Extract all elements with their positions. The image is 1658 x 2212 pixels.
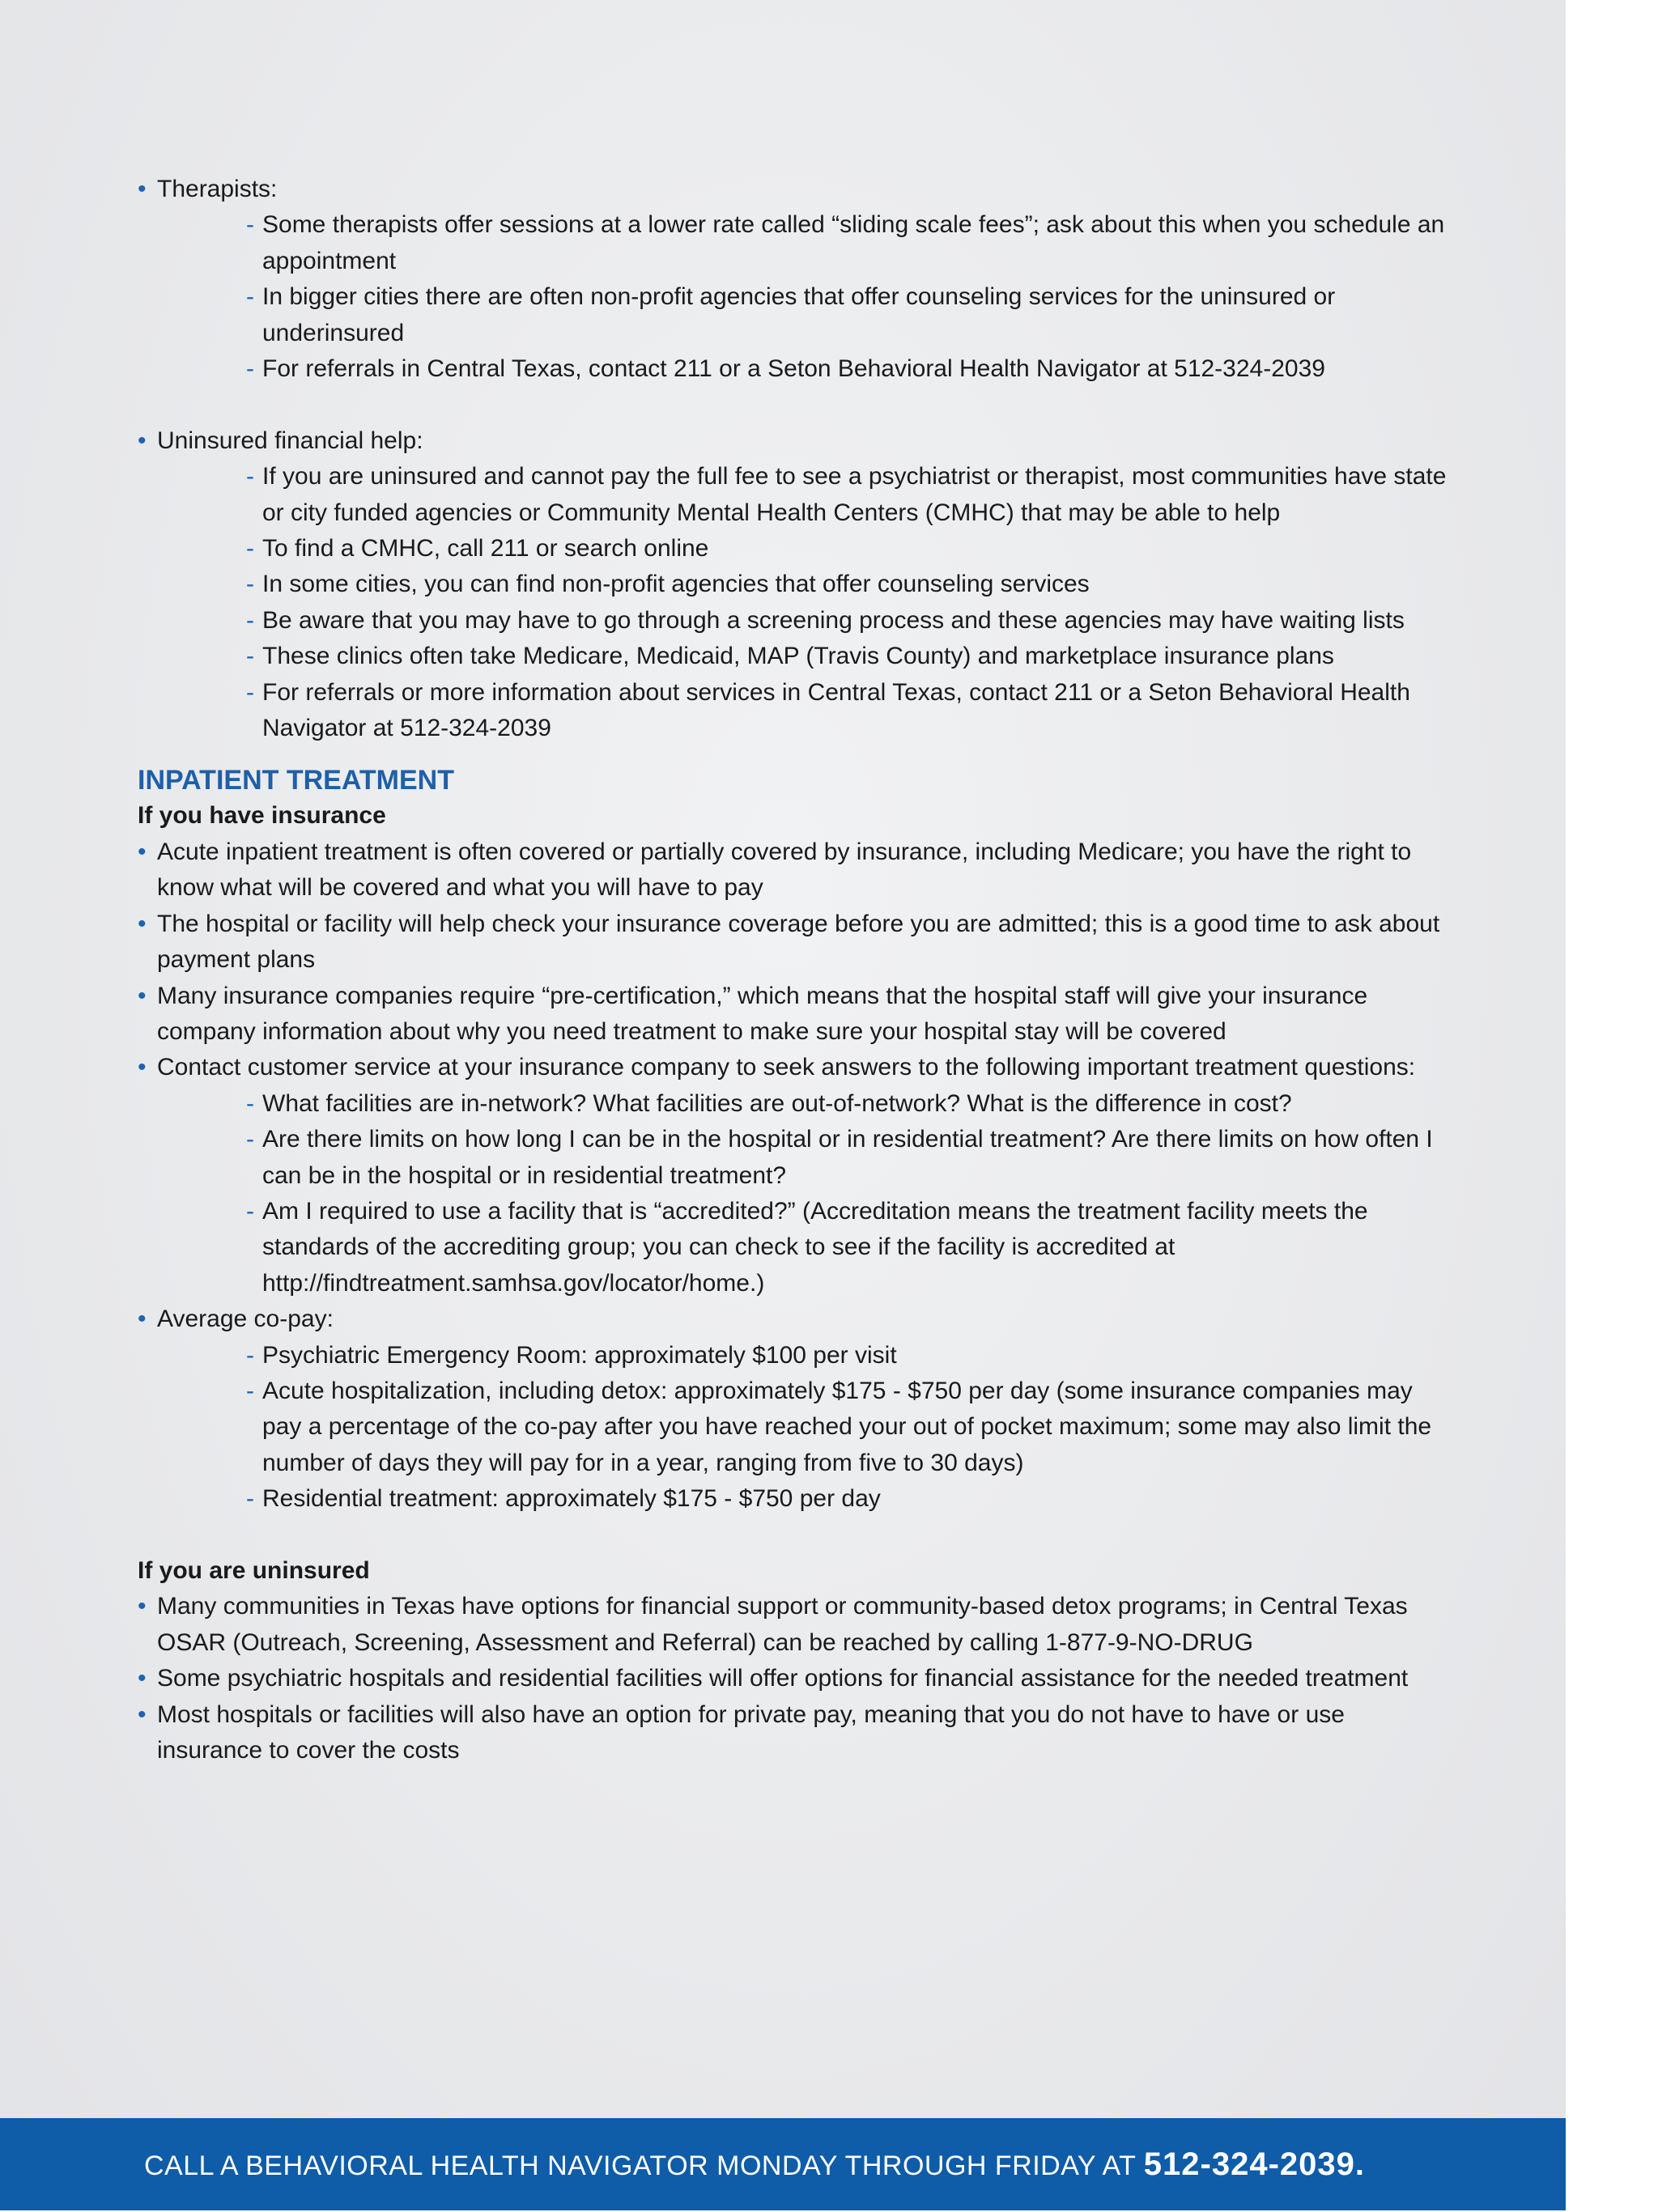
spacer	[138, 1518, 1449, 1553]
uninsured-bullet: • Many communities in Texas have options for financial support or community-based detox programs; in Central Texas OSAR (Outreach, Screening, Assessment and Referral) can be reached by calling 1-877-9-NO-DRUG	[138, 1589, 1449, 1661]
uninsured-help-item: - If you are uninsured and cannot pay the full fee to see a psychiatrist or therapist, most communities have state or city funded agencies or Community Mental Health Centers (CMHC) that may be able to help	[246, 459, 1449, 531]
page-margin-strip	[1566, 0, 1658, 2210]
copay-item: - Residential treatment: approximately $175 - $750 per day	[246, 1481, 1449, 1517]
uninsured-help-item: - For referrals or more information about services in Central Texas, contact 211 or a Seton Behavioral Health Navigator at 512-324-2039	[246, 675, 1449, 747]
uninsured-bullet: • Most hospitals or facilities will also have an option for private pay, meaning that you do not have to have or use insurance to cover the costs	[138, 1697, 1449, 1769]
footer-phone-number: 512-324-2039.	[1143, 2146, 1366, 2182]
insured-bullet: • Many insurance companies require “pre-certification,” which means that the hospital staff will give your insurance company information about why you need treatment to make sure your hospital stay will be covered	[138, 979, 1449, 1051]
uninsured-help-item: - In some cities, you can find non-profit agencies that offer counseling services	[246, 567, 1449, 602]
uninsured-help-item: - These clinics often take Medicare, Medicaid, MAP (Travis County) and marketplace insurance plans	[246, 639, 1449, 674]
insured-subheading: If you have insurance	[138, 802, 386, 830]
insurance-question: - What facilities are in-network? What facilities are out-of-network? What is the difference in cost?	[246, 1086, 1449, 1122]
spacer	[138, 387, 1449, 422]
section-title-inpatient: INPATIENT TREATMENT	[138, 765, 454, 796]
copay-item: - Acute hospitalization, including detox: approximately $175 - $750 per day (some insurance companies may pay a percentage of the co-pay after you have reached your out of pocket maximum; some may also limit the number of days they will pay for in a year, ranging from five to 30 days)	[246, 1373, 1449, 1481]
therapists-item: - In bigger cities there are often non-profit agencies that offer counseling services for the uninsured or underinsured	[246, 279, 1449, 351]
uninsured-bullet: • Some psychiatric hospitals and residential facilities will offer options for financial assistance for the needed treatment	[138, 1661, 1449, 1696]
footer-cta-text: CALL A BEHAVIORAL HEALTH NAVIGATOR MONDAY THROUGH FRIDAY AT	[144, 2150, 1136, 2181]
insured-bullet: • Acute inpatient treatment is often covered or partially covered by insurance, including Medicare; you have the right to know what will be covered and what you will have to pay	[138, 834, 1449, 906]
copay-heading: • Average co-pay:	[138, 1301, 1449, 1337]
uninsured-subheading: If you are uninsured	[138, 1557, 370, 1584]
uninsured-help-heading: • Uninsured financial help:	[138, 423, 1449, 459]
therapists-heading: • Therapists:	[138, 172, 1449, 207]
insured-bullet: • The hospital or facility will help check your insurance coverage before you are admitted; this is a good time to ask about payment plans	[138, 906, 1449, 979]
footer-banner	[0, 2118, 1566, 2210]
therapists-item: - Some therapists offer sessions at a lower rate called “sliding scale fees”; ask about this when you schedule an appointment	[246, 207, 1449, 279]
footer-message	[144, 2118, 1365, 2210]
copay-item: - Psychiatric Emergency Room: approximately $100 per visit	[246, 1338, 1449, 1373]
therapists-item: - For referrals in Central Texas, contact 211 or a Seton Behavioral Health Navigator at 512-324-2039	[246, 351, 1449, 387]
insured-bullet: • Contact customer service at your insurance company to seek answers to the following important treatment questions:	[138, 1050, 1449, 1085]
document-body	[138, 172, 1449, 1768]
insurance-question: - Are there limits on how long I can be in the hospital or in residential treatment? Are there limits on how often I can be in the hospital or in residential treatment?	[246, 1122, 1449, 1194]
insurance-question: - Am I required to use a facility that is “accredited?” (Accreditation means the treatment facility meets the standards of the accrediting group; you can check to see if the facility is accredited at http://findtreatment.samhsa.gov/locator/home.)	[246, 1194, 1449, 1301]
uninsured-help-item: - To find a CMHC, call 211 or search online	[246, 531, 1449, 567]
uninsured-help-item: - Be aware that you may have to go through a screening process and these agencies may have waiting lists	[246, 603, 1449, 639]
